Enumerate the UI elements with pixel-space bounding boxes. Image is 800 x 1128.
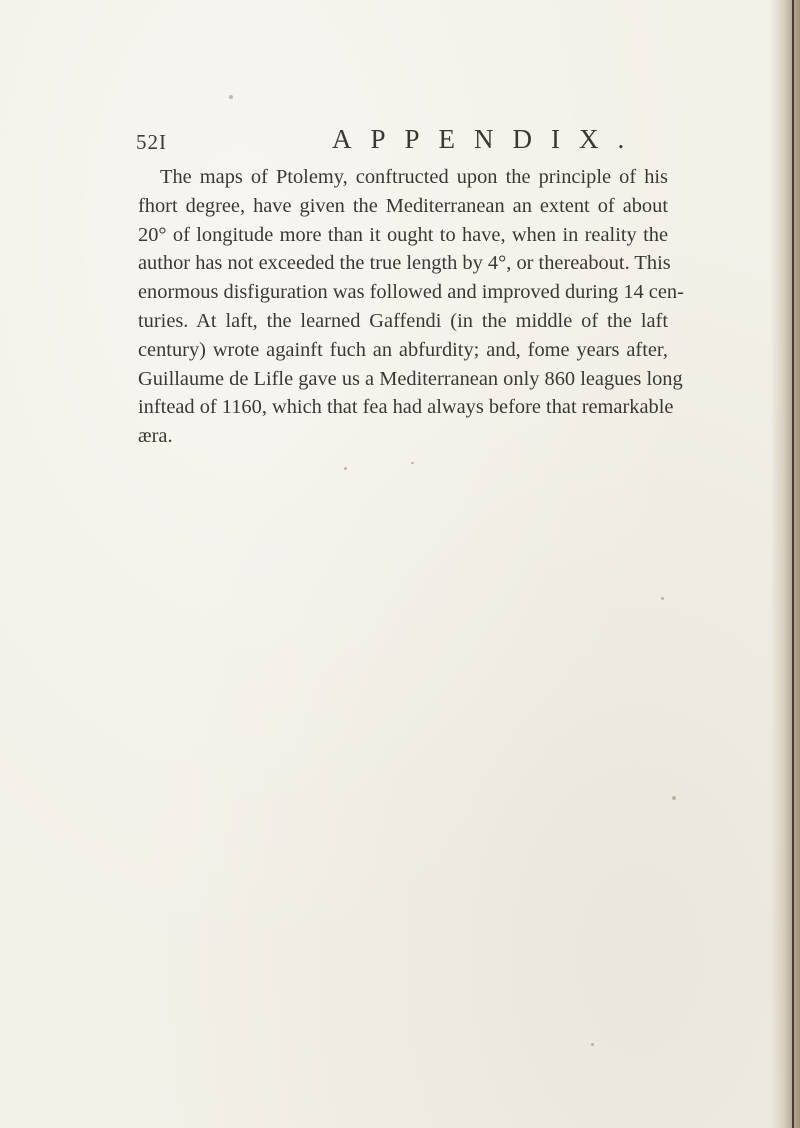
text-line: æra.	[138, 425, 173, 448]
text-line: author has not exceeded the true length by 4°, or thereabout. This	[138, 252, 671, 275]
page-number: 52I	[136, 130, 167, 154]
text-line: enormous disfiguration was followed and improved during 14 cen-	[138, 281, 684, 304]
paper-speck	[229, 95, 233, 99]
paper-speck	[591, 1043, 594, 1046]
text-line: Guillaume de Lifle gave us a Mediterranean only 860 leagues long	[138, 367, 683, 390]
page-header	[136, 124, 666, 160]
page-edge-shadow	[770, 0, 800, 1128]
text-line: turies. At laft, the learned Gaffendi (in the middle of the laft	[138, 309, 668, 332]
text-line: The maps of Ptolemy, conftructed upon the principle of his	[160, 166, 668, 188]
running-head: APPENDIX.	[332, 124, 644, 154]
text-line: fhort degree, have given the Mediterranean an extent of about	[138, 194, 668, 217]
page-binding-edge	[792, 0, 794, 1128]
text-line: 20° of longitude more than it ought to have, when in reality the	[138, 223, 668, 246]
paper-speck	[672, 796, 676, 800]
body-paragraph	[138, 163, 684, 451]
text-line: inftead of 1160, which that fea had always before that remarkable	[138, 396, 674, 419]
text-line: century) wrote againft fuch an abfurdity; and, fome years after,	[138, 338, 668, 361]
paper-speck	[344, 467, 347, 470]
paper-speck	[661, 597, 664, 600]
paper-speck	[411, 462, 414, 464]
